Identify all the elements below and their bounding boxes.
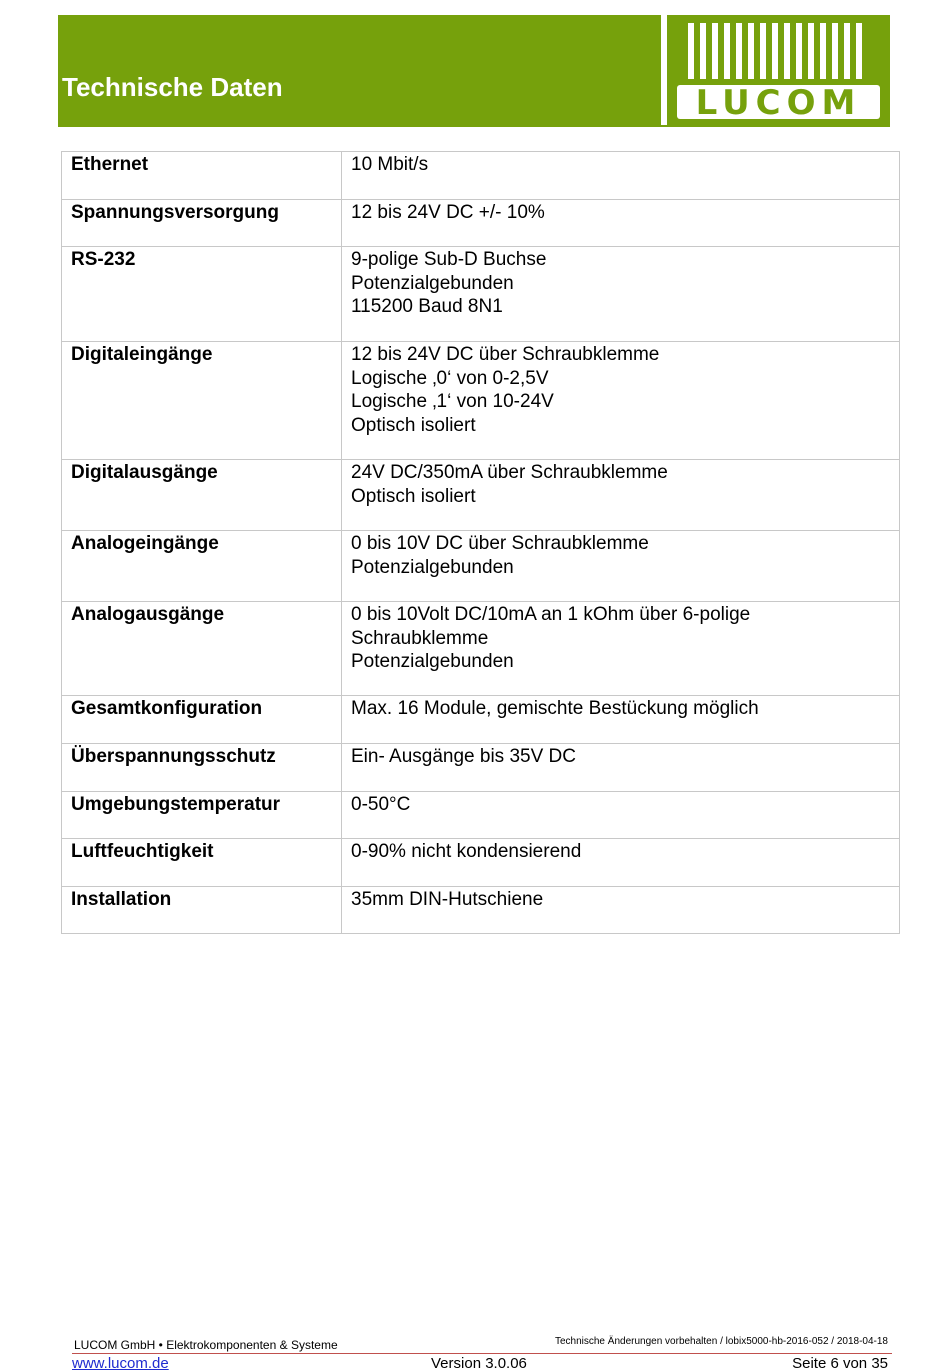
spec-label: Umgebungstemperatur xyxy=(62,792,342,839)
spec-label: Gesamtkonfiguration xyxy=(62,696,342,744)
spec-value-line: 12 bis 24V DC +/- 10% xyxy=(351,202,545,223)
spec-value-line: Potenzialgebunden xyxy=(351,272,514,294)
spec-value-line: Schraubklemme xyxy=(351,627,489,649)
spec-value-line: Logische ‚0‘ von 0-2,5V xyxy=(351,367,549,389)
spec-row xyxy=(62,531,900,602)
spec-label: Digitalausgänge xyxy=(62,460,342,531)
spec-value-line: 0-50°C xyxy=(351,794,411,815)
header-band xyxy=(58,15,661,125)
spec-row xyxy=(62,839,900,887)
spec-value-line: Optisch isoliert xyxy=(351,414,476,436)
spec-table xyxy=(61,151,900,934)
logo-text: LUCOM xyxy=(695,83,862,123)
spec-label: Überspannungsschutz xyxy=(62,744,342,792)
footer-divider xyxy=(72,1353,892,1354)
spec-row xyxy=(62,247,900,342)
spec-value xyxy=(342,342,900,460)
spec-value-line: Max. 16 Module, gemischte Bestückung möglich xyxy=(351,698,759,719)
spec-value xyxy=(342,531,900,602)
spec-value-line: Ein- Ausgänge bis 35V DC xyxy=(351,746,576,767)
spec-label: Spannungsversorgung xyxy=(62,200,342,247)
spec-value xyxy=(342,792,900,839)
spec-value xyxy=(342,887,900,934)
spec-label: Ethernet xyxy=(62,152,342,200)
spec-label: RS-232 xyxy=(62,247,342,342)
spec-value-line: Potenzialgebunden xyxy=(351,556,514,578)
page-title: Technische Daten xyxy=(62,72,283,102)
spec-row xyxy=(62,200,900,247)
spec-row xyxy=(62,696,900,744)
footer-version: Version 3.0.06 xyxy=(431,1355,527,1372)
spec-value-line: 35mm DIN-Hutschiene xyxy=(351,889,544,910)
spec-value xyxy=(342,460,900,531)
spec-value xyxy=(342,696,900,744)
spec-row xyxy=(62,744,900,792)
spec-value xyxy=(342,744,900,792)
footer-notice: Technische Änderungen vorbehalten / lobix5000-hb-2016-052 / 2018-04-18 xyxy=(554,1336,888,1347)
header-divider xyxy=(58,125,890,127)
footer-company: LUCOM GmbH • Elektrokomponenten & Systeme xyxy=(74,1338,338,1352)
page-number: Seite 6 von 35 xyxy=(792,1355,888,1372)
spec-value-line: 0 bis 10Volt DC/10mA an 1 kOhm über 6-polige xyxy=(351,604,751,625)
spec-label: Analogausgänge xyxy=(62,602,342,696)
spec-value xyxy=(342,602,900,696)
spec-value xyxy=(342,839,900,887)
spec-value-line: Potenzialgebunden xyxy=(351,651,514,673)
spec-label: Analogeingänge xyxy=(62,531,342,602)
spec-row xyxy=(62,887,900,934)
spec-row xyxy=(62,460,900,531)
spec-value xyxy=(342,200,900,247)
spec-value-line: 12 bis 24V DC über Schraubklemme xyxy=(351,344,660,365)
spec-value-line: 115200 Baud 8N1 xyxy=(351,296,503,318)
website-link[interactable]: www.lucom.de xyxy=(72,1355,169,1372)
spec-label: Digitaleingänge xyxy=(62,342,342,460)
spec-value-line: 9-polige Sub-D Buchse xyxy=(351,249,547,270)
spec-value-line: 10 Mbit/s xyxy=(351,154,429,175)
spec-value-line: Logische ‚1‘ von 10-24V xyxy=(351,391,554,413)
spec-row xyxy=(62,792,900,839)
spec-value-line: Optisch isoliert xyxy=(351,485,476,507)
spec-value-line: 0 bis 10V DC über Schraubklemme xyxy=(351,533,649,554)
spec-row xyxy=(62,342,900,460)
spec-label: Luftfeuchtigkeit xyxy=(62,839,342,887)
spec-value-line: 0-90% nicht kondensierend xyxy=(351,841,582,862)
spec-value xyxy=(342,152,900,200)
spec-row xyxy=(62,602,900,696)
spec-row xyxy=(62,152,900,200)
spec-value-line: 24V DC/350mA über Schraubklemme xyxy=(351,462,668,483)
spec-value xyxy=(342,247,900,342)
spec-label: Installation xyxy=(62,887,342,934)
lucom-logo xyxy=(667,15,890,125)
